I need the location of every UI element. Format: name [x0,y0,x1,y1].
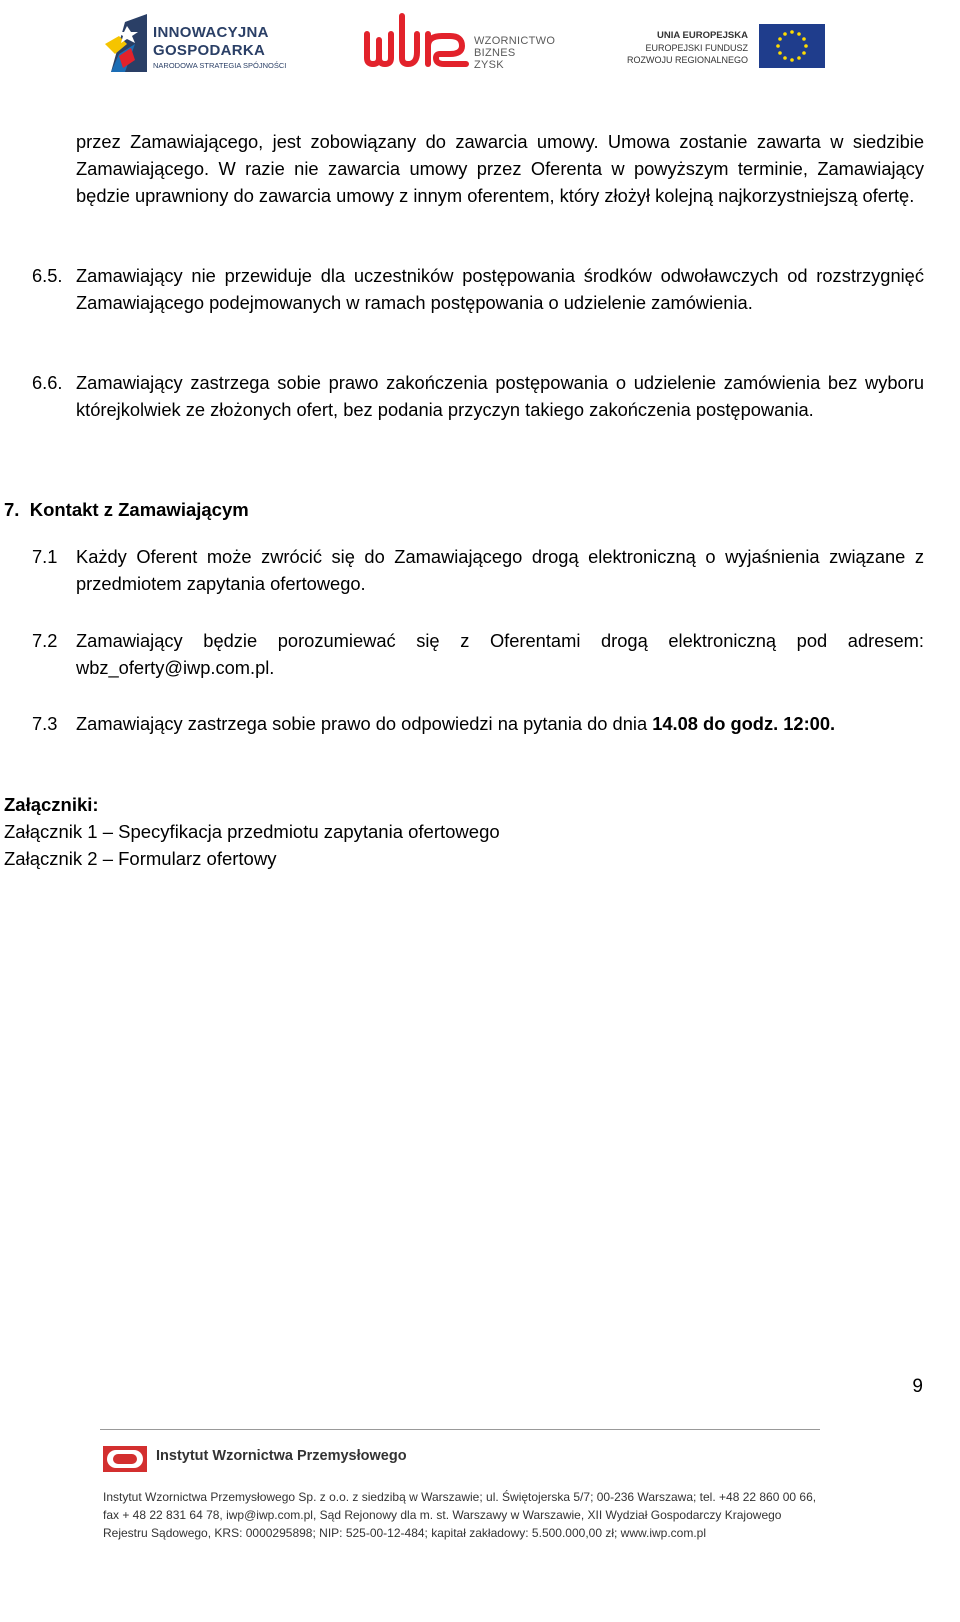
section-7-2-text: Zamawiający będzie porozumiewać się z Oferentami drogą elektroniczną pod adresem: wbz_oferty@iwp.com.pl. [76,630,924,678]
section-6-6-number: 6.6. [32,372,63,393]
section-6-6-text: Zamawiający zastrzega sobie prawo zakończenia postępowania o udzielenie zamówienia bez wyboru którejkolwiek ze złożonych ofert, bez podania przyczyn takiego zakończenia postępowania. [76,372,924,420]
footer-divider [100,1429,820,1430]
eu-logo-line3: ROZWOJU REGIONALNEGO [626,55,748,65]
attachments-heading: Załączniki: [4,794,99,815]
section-7-1-number: 7.1 [32,546,58,567]
iwp-logo-icon [103,1446,147,1472]
page-footer [100,1426,825,1546]
eu-regional-fund-logo [626,24,825,74]
footer-address-line1: Instytut Wzornictwa Przemysłowego Sp. z o.o. z siedzibą w Warszawie; ul. Świętojerska 5/7; 00-236 Warszawa; tel. +48 22 860 00 66, [103,1490,817,1504]
institute-name: Instytut Wzornictwa Przemysłowego [156,1448,407,1464]
section-6-5-text: Zamawiający nie przewiduje dla uczestników postępowania środków odwoławczych od rozstrzygnięć Zamawiającego podejmowanych w ramach postępowania o udzielenie zamówienia. [76,265,924,313]
section-6-5-number: 6.5. [32,265,63,286]
section-7-1-text: Każdy Oferent może zwrócić się do Zamawiającego drogą elektroniczną o wyjaśnienia związane z przedmiotem zapytania ofertowego. [76,546,924,594]
ig-logo-line2: GOSPODARKA [153,42,266,59]
section-7-2-number: 7.2 [32,630,58,651]
section-7-3-text-main: Zamawiający zastrzega sobie prawo do odpowiedzi na pytania do dnia [76,713,653,734]
intro-paragraph: przez Zamawiającego, jest zobowiązany do zawarcia umowy. Umowa zostanie zawarta w siedzibie Zamawiającego. W razie nie zawarcia umowy przez Oferenta w powyższym terminie, Zamawiający będzie uprawniony do zawarcia umowy z innym oferentem, który złożył kolejną najkorzystniejszą ofertę. [76,131,924,206]
footer-address-line3: Rejestru Sądowego, KRS: 0000295898; NIP: 525-00-12-484; kapitał zakładowy: 5.500.000,00 zł; www.iwp.com.pl [103,1526,707,1540]
eu-logo-line1: UNIA EUROPEJSKA [657,30,748,41]
response-deadline: 14.08 do godz. 12:00. [652,713,836,734]
wbz-logo-line2: BIZNES [474,47,516,59]
eu-logo-line2: EUROPEJSKI FUNDUSZ [645,43,748,53]
ig-logo-line1: INNOWACYJNA [153,24,269,41]
attachment-1: Załącznik 1 – Specyfikacja przedmiotu zapytania ofertowego [4,821,500,842]
page-number: 9 [912,1376,923,1397]
innowacyjna-gospodarka-emblem-icon [105,14,147,72]
page-header [0,0,960,90]
wbz-logo-line3: ZYSK [474,59,504,71]
section-7-heading: 7. Kontakt z Zamawiającym [4,499,249,520]
wbz-wordmark-icon [362,12,470,72]
wbz-logo-line1: WZORNICTWO [474,35,556,47]
attachment-2: Załącznik 2 – Formularz ofertowy [4,848,277,869]
ig-logo-line3: NARODOWA STRATEGIA SPÓJNOŚCI [153,61,287,70]
section-7-3-number: 7.3 [32,713,58,734]
wzornictwo-biznes-zysk-logo [362,12,562,72]
section-7-3-text [76,710,936,737]
innowacyjna-gospodarka-logo [105,14,290,74]
footer-address-line2: fax + 48 22 831 64 78, iwp@iwp.com.pl, Sąd Rejonowy dla m. st. Warszawy w Warszawie, XII Wydział Gospodarczy Krajowego [103,1508,782,1522]
eu-flag-icon [759,24,825,68]
